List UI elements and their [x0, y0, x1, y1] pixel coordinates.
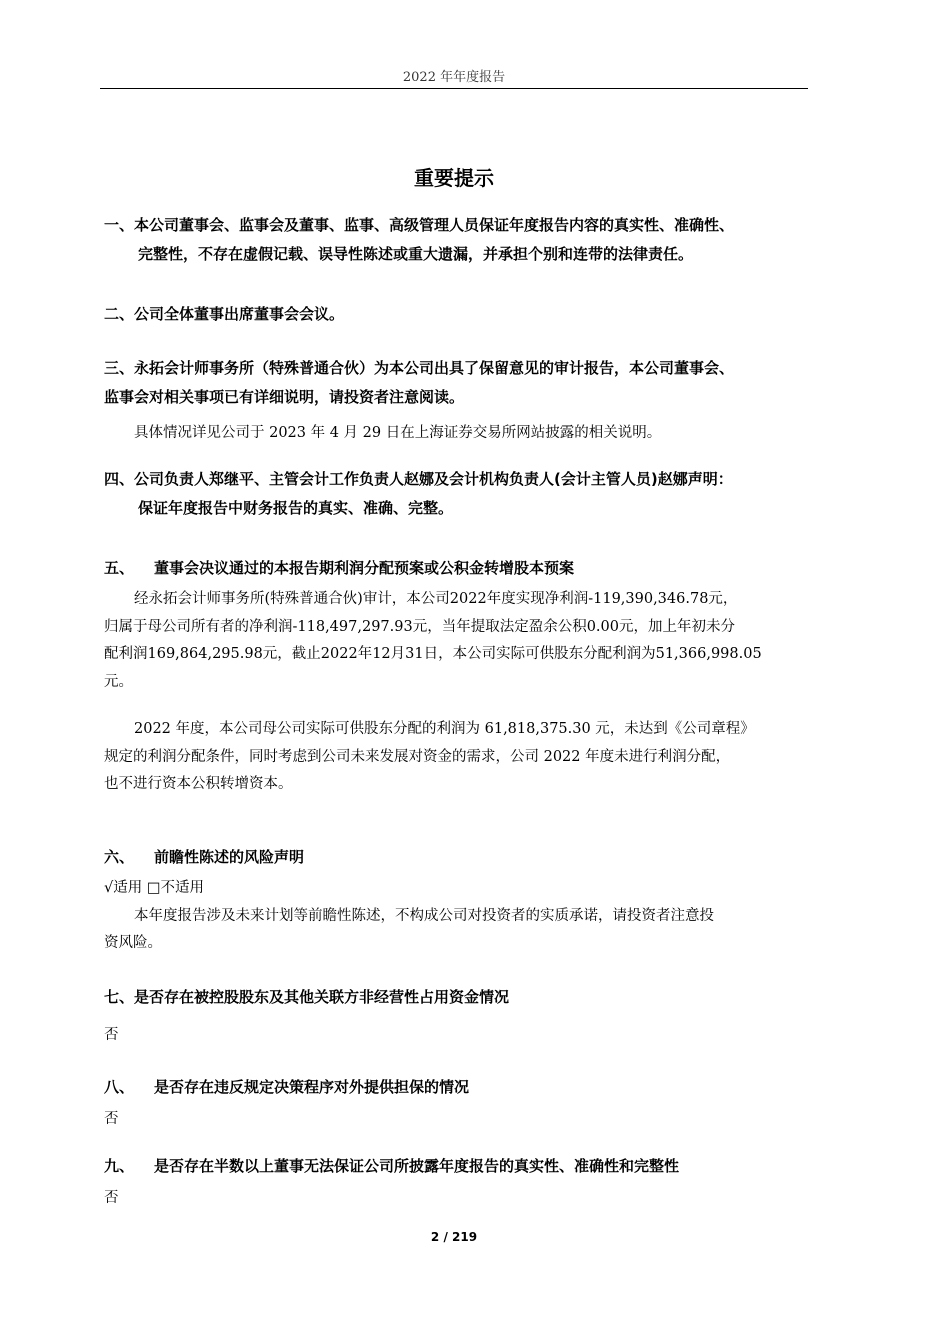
section-5-para-1-line-1: 经永拓会计师事务所(特殊普通合伙)审计，本公司2022年度实现净利润-119,390,346.78元， — [134, 591, 738, 607]
section-6-para-line-1: 本年度报告涉及未来计划等前瞻性陈述，不构成公司对投资者的实质承诺，请投资者注意投 — [134, 907, 714, 924]
section-8-answer-text: 否 — [104, 1111, 119, 1127]
section-8-title: 是否存在违反规定决策程序对外提供担保的情况 — [154, 1078, 470, 1096]
section-5-para-1-line-3: 配利润169,864,295.98元，截止2022年12月31日，本公司实际可供股东分配利润为51,366,998.05 — [104, 646, 762, 662]
section-4 — [104, 465, 810, 523]
section-5-number: 五、 — [104, 559, 135, 577]
section-5-para-2-line-2: 规定的利润分配条件，同时考虑到公司未来发展对资金的需求，公司 2022 年度未进行利润分配， — [104, 748, 731, 765]
section-7-heading — [104, 983, 810, 1012]
section-2-line-1: 二、公司全体董事出席董事会会议。 — [104, 305, 345, 323]
section-1-line-1: 一、本公司董事会、监事会及董事、监事、高级管理人员保证年度报告内容的真实性、准确性、 — [104, 216, 735, 234]
page-title: 重要提示 — [414, 166, 494, 190]
section-3-line-1: 三、永拓会计师事务所（特殊普通合伙）为本公司出具了保留意见的审计报告，本公司董事会、 — [104, 359, 735, 377]
section-5-para-2-line-3: 也不进行资本公积转增资本。 — [104, 776, 293, 792]
section-9-answer — [104, 1185, 807, 1213]
section-3-note-text: 具体情况详见公司于 2023 年 4 月 29 日在上海证券交易所网站披露的相关说明。 — [134, 425, 662, 441]
section-7-answer-text: 否 — [104, 1027, 119, 1043]
section-5-para-1 — [104, 586, 807, 696]
section-4-line-1: 四、公司负责人郑继平、主管会计工作负责人赵娜及会计机构负责人(会计主管人员)赵娜声明： — [104, 470, 733, 488]
section-2 — [104, 300, 810, 329]
section-1-line-2: 完整性，不存在虚假记载、误导性陈述或重大遗漏，并承担个别和连带的法律责任。 — [138, 245, 694, 263]
section-3-line-2: 监事会对相关事项已有详细说明，请投资者注意阅读。 — [104, 388, 465, 406]
section-5-title: 董事会决议通过的本报告期利润分配预案或公积金转增股本预案 — [154, 559, 575, 577]
section-9-answer-text: 否 — [104, 1190, 119, 1206]
section-5-heading — [104, 554, 810, 583]
section-5-para-2 — [104, 716, 807, 799]
section-8-number: 八、 — [104, 1078, 135, 1096]
section-6-title: 前瞻性陈述的风险声明 — [154, 848, 305, 866]
section-3-note — [104, 420, 807, 448]
section-6-heading — [104, 843, 810, 872]
section-4-line-2: 保证年度报告中财务报告的真实、准确、完整。 — [138, 499, 454, 517]
section-7-title: 七、是否存在被控股股东及其他关联方非经营性占用资金情况 — [104, 988, 510, 1006]
applicability-options: √适用 □不适用 — [104, 880, 205, 896]
section-8-answer — [104, 1106, 807, 1134]
section-5-para-2-line-1: 2022 年度，本公司母公司实际可供股东分配的利润为 61,818,375.30 元，未达到《公司章程》 — [134, 721, 755, 737]
section-9-heading — [104, 1152, 810, 1181]
section-5-para-1-line-2: 归属于母公司所有者的净利润-118,497,297.93元，当年提取法定盈余公积0.00元，加上年初未分 — [104, 618, 735, 635]
section-1 — [104, 211, 810, 269]
section-3 — [104, 354, 810, 412]
page-number: 2 / 219 — [430, 1230, 478, 1244]
header-rule — [100, 88, 808, 89]
section-8-heading — [104, 1073, 810, 1102]
section-6-para-line-2: 资风险。 — [104, 935, 162, 951]
page-header: 2022 年年度报告 — [402, 70, 506, 85]
section-6-body — [104, 875, 807, 958]
section-6-number: 六、 — [104, 848, 135, 866]
section-9-number: 九、 — [104, 1157, 135, 1175]
section-5-para-1-line-4: 元。 — [104, 673, 133, 690]
section-9-title: 是否存在半数以上董事无法保证公司所披露年度报告的真实性、准确性和完整性 — [154, 1157, 680, 1175]
section-7-answer — [104, 1022, 807, 1050]
